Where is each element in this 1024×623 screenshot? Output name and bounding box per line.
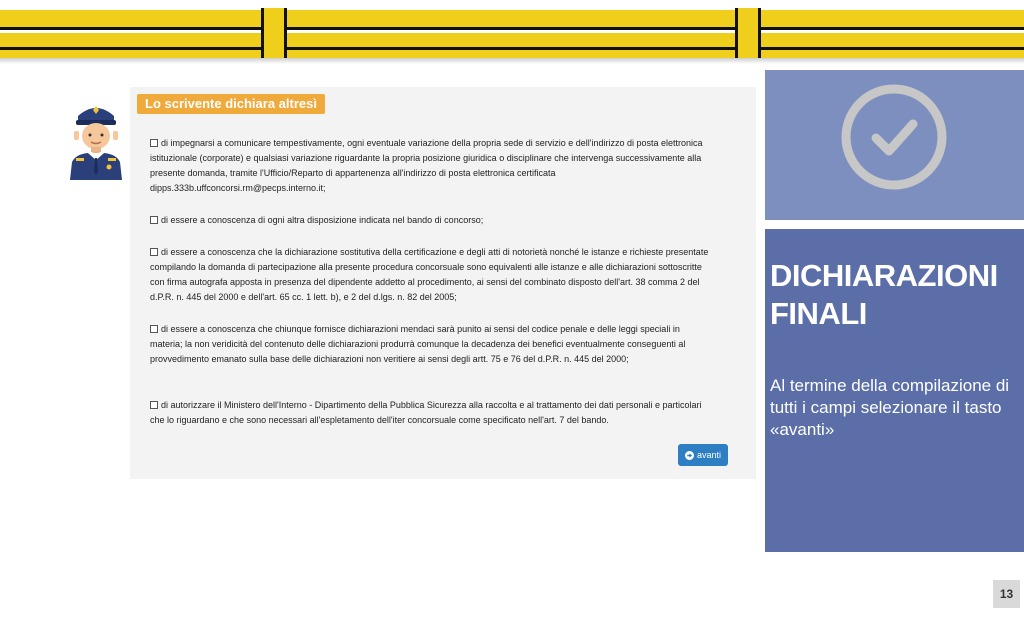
declaration-text: di impegnarsi a comunicare tempestivamente, ogni eventuale variazione della propria sede di servizio e dell'indirizzo di posta elettronica istituzionale (corporate) e qualsiasi variazione riguardante la propria posizione giuridica o disciplinare che intervenga successivamente alla presente domanda, tramite l'Ufficio/Reparto di appartenenza all'indirizzo di posta elettronica certificata dipps.333b.uffconcorsi.rm@pecps.interno.it;: [150, 138, 703, 193]
police-officer-icon: [64, 98, 128, 180]
checkmark-panel: [765, 70, 1024, 220]
declaration-text: di essere a conoscenza che la dichiarazione sostitutiva della certificazione e degli atti di notorietà nonché le istanze e richieste presentate compilando la domanda di partecipazione alla presente procedura concorsuale sono equivalenti alle istanze e alle dichiarazioni sottoscritte con firma autografa apposta in presenza del dipendente addetto al procedimento, ai sensi del combinato disposto dell'art. 38 comma 2 del d.P.R. n. 445 del 2000 e dell'art. 65 cc. 1 lett. b), e 2 del d.lgs. n. 82 del 2005;: [150, 247, 709, 302]
declaration-checkbox-5[interactable]: [150, 401, 158, 409]
declaration-item: [150, 213, 710, 228]
declaration-checkbox-2[interactable]: [150, 216, 158, 224]
next-button[interactable]: [678, 444, 728, 466]
top-decorative-band: [0, 0, 1024, 70]
page-number: 13: [993, 580, 1020, 608]
form-section-header: Lo scrivente dichiara altresì: [137, 94, 325, 114]
declaration-item: [150, 398, 710, 428]
declaration-text: di autorizzare il Ministero dell'Interno - Dipartimento della Pubblica Sicurezza alla raccolta e al trattamento dei dati personali e particolari che lo riguardano e che sono necessari all'espletamento dell'iter concorsuale come specificato nell'art. 7 del bando.: [150, 400, 702, 425]
slide-title-panel: [765, 229, 1024, 552]
arrow-right-icon: [685, 451, 694, 460]
slide-instruction: Al termine della compilazione di tutti i campi selezionare il tasto «avanti»: [770, 376, 1010, 439]
slide-title: DICHIARAZIONI FINALI: [770, 258, 998, 331]
declaration-checkbox-1[interactable]: [150, 139, 158, 147]
declaration-item: [150, 322, 710, 367]
declaration-text: di essere a conoscenza che chiunque fornisce dichiarazioni mendaci sarà punito ai sensi del codice penale e delle leggi speciali in materia; la non veridicità del contenuto delle dichiarazioni produrrà comunque la decadenza dei benefici eventualmente conseguenti al provvedimento emanato sulla base delle dichiarazioni non veritiere ai sensi degli artt. 75 e 76 del d.P.R. n. 445 del 2000;: [150, 324, 686, 364]
declaration-item: [150, 245, 710, 305]
checkmark-circle-icon: [839, 82, 949, 192]
declarations-form-panel: [130, 87, 756, 479]
declaration-item: [150, 136, 710, 196]
next-button-label: avanti: [696, 450, 722, 460]
declaration-text: di essere a conoscenza di ogni altra disposizione indicata nel bando di concorso;: [161, 215, 484, 225]
declaration-checkbox-3[interactable]: [150, 248, 158, 256]
declaration-checkbox-4[interactable]: [150, 325, 158, 333]
